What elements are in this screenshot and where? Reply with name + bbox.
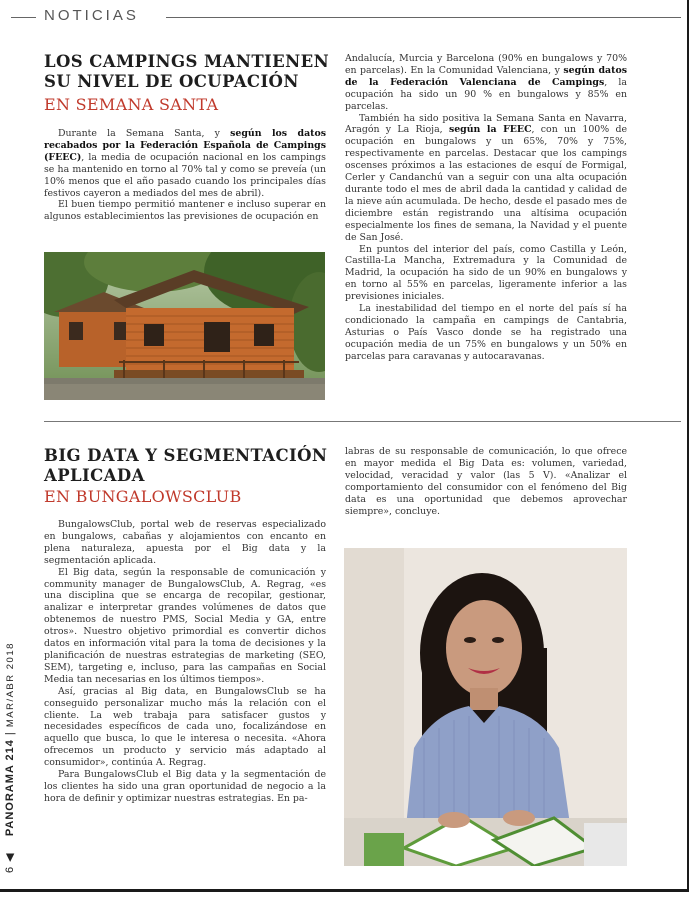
section-label: NOTICIAS [44, 7, 139, 24]
article2-title [44, 446, 334, 486]
section-rule-left [11, 17, 36, 18]
article1-right-paragraph-1 [345, 53, 627, 113]
page-number: 6 [4, 865, 16, 873]
article1-title-line2: SU NIVEL DE OCUPACIÓN [44, 72, 299, 91]
spokesperson-photo-illustration [344, 548, 627, 866]
page-arrow-icon: ◀ [4, 852, 16, 862]
article2-title-line1: BIG DATA Y SEGMENTACIÓN [44, 446, 328, 465]
article1-right-p2-c: , con un 100% de ocupación en bungalows y un 65%, 70% y 75%, respectivamente en parcelas. Destacar que los campings oscenses próximos a las estaciones de esquí de Formigal, Cerler y Candanchú van a seguir con una alta ocupación durante todo el mes de abril dada la cantidad y calidad de la nieve aún acumulada. De hecho, desde el pasado mes de diciembre están registrando una altísima ocupación especialmente los fines de semana, la Navidad y el puente de San José. [345, 124, 628, 243]
article1-right-p1-c: , la ocupación ha sido un 90 % en bungalows y 85% en parcelas. [345, 76, 627, 112]
article1-right-p2-bold: según la FEEC [448, 124, 532, 136]
article1-left-paragraph-2: El buen tiempo permitió mantener e incluso superar en algunos establecimientos las previsiones de ocupación en [44, 199, 326, 223]
article2-left-paragraph-3: Así, gracias al Big data, en BungalowsClub se ha conseguido personalizar mucho más la relación con el cliente. La web trabaja para satisfacer gustos y necesidades específicos de cada uno, focalizándose en aquello que busca, lo que le interesa o necesita. «Ahora ofrecemos un producto y servicio más adaptado al consumidor», continúa A. Regrag. [44, 685, 326, 769]
article1-title-line1: LOS CAMPINGS MANTIENEN [44, 52, 330, 71]
article1-right-paragraph-4: La inestabilidad del tiempo en el norte del país sí ha condicionado la campaña en campings de Cantabria, Asturias o País Vasco donde se ha registrado una ocupación media de un 75% en bungalows y un 50% en parcelas para caravanas y autocaravanas. [345, 303, 627, 362]
article1-left-p1-a: Durante la Semana Santa, y [58, 128, 231, 139]
article2-column-right [345, 446, 627, 517]
article2-column-left [44, 519, 326, 805]
cabin-photo-illustration [44, 252, 325, 400]
article1-right-paragraph-2 [345, 113, 627, 244]
article1-subtitle: EN SEMANA SANTA [44, 95, 219, 114]
issue-date: MAR/ABR 2018 [5, 642, 16, 728]
article2-title-line2: APLICADA [44, 466, 145, 485]
cabin-photo [44, 252, 325, 400]
article1-title [44, 52, 334, 92]
section-rule-right [166, 17, 681, 18]
article1-left-p1-c: , la media de ocupación nacional en los campings se ha mantenido en torno al 70% tal y como se preveía (un 10% menos que el año pasado cuando los principales días festivos cayeron a mediados del mes de abril). [44, 151, 326, 199]
article1-column-right [345, 53, 627, 363]
magazine-name: PANORAMA 214 [4, 739, 16, 837]
article1-left-paragraph-1 [44, 128, 326, 199]
article2-left-paragraph-2: El Big data, según la responsable de comunicación y community manager de BungalowsClub, A. Regrag, «es una disciplina que se encarga de recopilar, gestionar, analizar e interpretar grandes volúmenes de datos que obtenemos de nuestro PMS, Social Media y GA, entre otros». Nuestro objetivo primordial es convertir dichos datos en información vital para la toma de decisiones y la planificación de nuestras estrategias de marketing (SEO, SEM), targeting e, incluso, para las campañas en Social Media tan necesarias en los últimos tiempos». [44, 566, 326, 685]
article2-left-paragraph-1: BungalowsClub, portal web de reservas especializado en bungalows, cabañas y alojamientos con encanto en plena naturaleza, apuesta por el Big data y la segmentación aplicada. [44, 519, 326, 566]
article2-left-paragraph-4: Para BungalowsClub el Big data y la segmentación de los clientes ha sido una gran oportunidad de negocio a la hora de definir y optimizar nuestras estrategias. En pa- [44, 769, 326, 804]
article2-subtitle: EN BUNGALOWSCLUB [44, 487, 242, 506]
spokesperson-photo [344, 548, 627, 866]
folio-separator: | [4, 731, 16, 736]
folio-text [3, 537, 17, 873]
article1-column-left [44, 128, 326, 223]
page-frame-bottom [0, 889, 689, 892]
article1-right-p1-bold: según datos de la Federación Valenciana de Campings [345, 64, 627, 88]
article-divider [44, 421, 681, 422]
page-folio [0, 520, 20, 890]
article2-right-paragraph-1: labras de su responsable de comunicación, lo que ofrece en mayor medida el Big Data es: volumen, variedad, velocidad, veracidad y valor (las 5 V). «Analizar el comportamiento del consumidor con el fenómeno del Big data es una oportunidad que debemos aprovechar siempre», concluye. [345, 446, 627, 517]
article1-right-paragraph-3: En puntos del interior del país, como Castilla y León, Castilla-La Mancha, Extremadura y la Comunidad de Madrid, la ocupación ha sido de un 90% en bungalows y en torno al 55% en parcelas, ligeramente inferior a las previsiones iniciales. [345, 243, 627, 303]
article1-right-p2-a: También ha sido positiva la Semana Santa en Navarra, Aragón y La Rioja, [345, 112, 627, 136]
article1-left-p1-bold: según los datos recabados por la Federación Española de Campings (FEEC) [44, 128, 326, 163]
article1-right-p1-a: Andalucía, Murcia y Barcelona (90% en bungalows y 70% en parcelas). En la Comunidad Valenciana, y [345, 53, 627, 76]
